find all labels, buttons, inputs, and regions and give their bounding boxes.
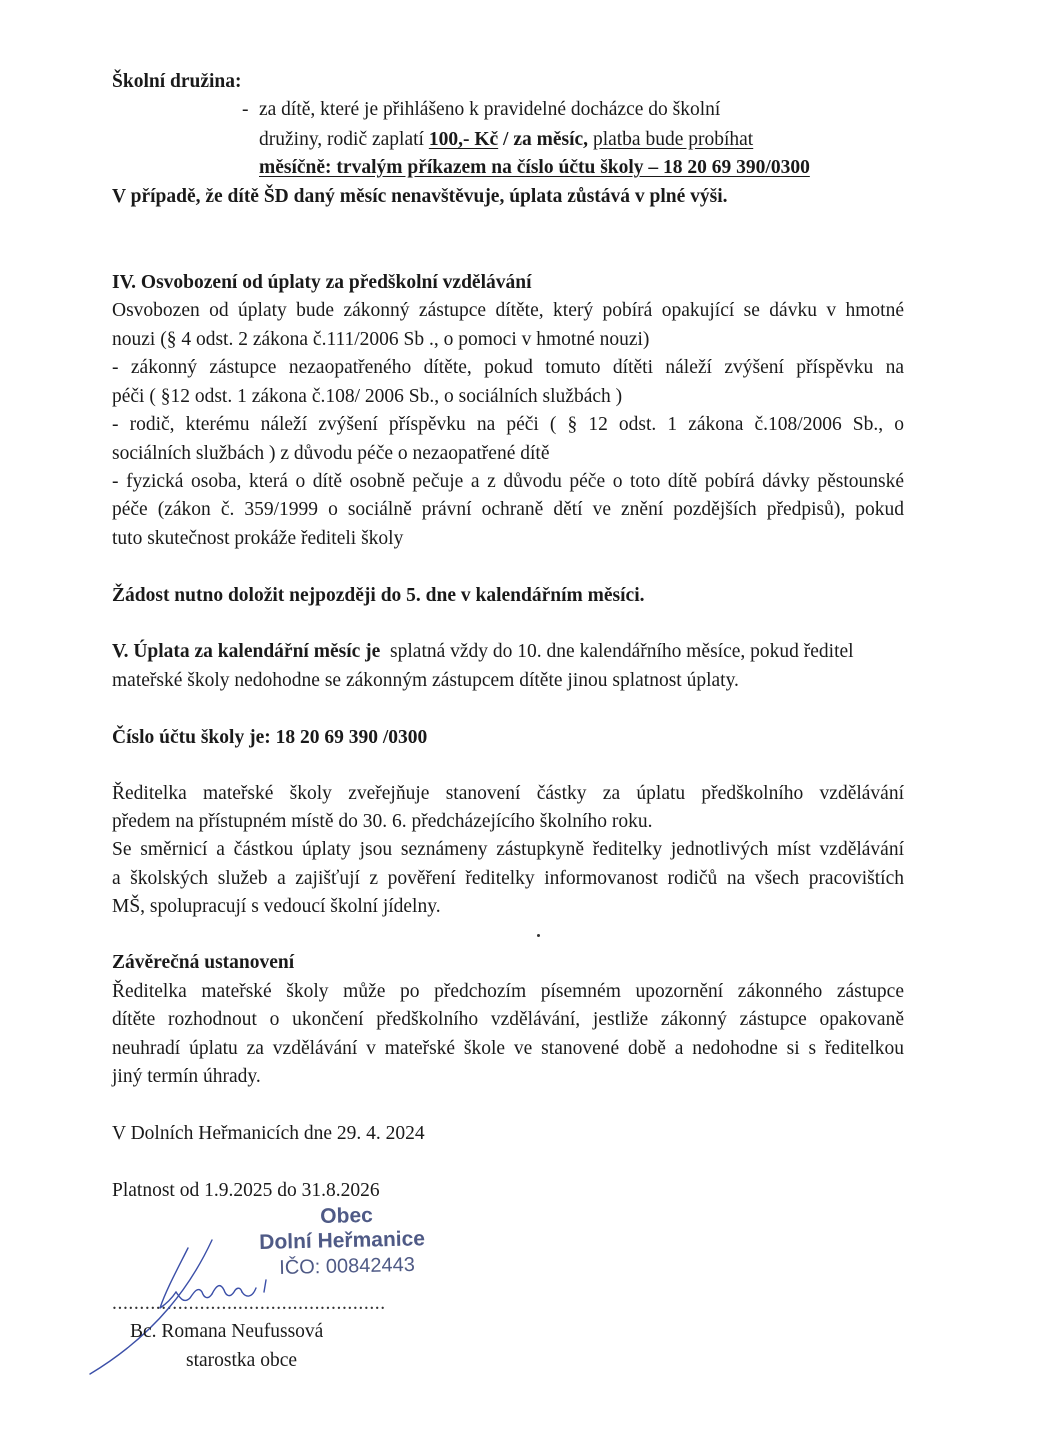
stamp-village-name: Dolní Heřmanice <box>259 1227 426 1254</box>
fee-amount: 100,- Kč <box>428 129 499 150</box>
stamp-company-id: IČO: 00842443 <box>279 1253 416 1279</box>
final-provisions-line: Ředitelka mateřské školy může po předchozím písemném upozornění zákonného zástupce <box>112 981 904 1002</box>
validity-period: Platnost od 1.9.2025 do 31.8.2026 <box>112 1180 380 1201</box>
section-4-line: sociálních službách ) z důvodu péče o nezaopatřené dítě <box>112 443 550 464</box>
place-and-date: V Dolních Heřmanicích dne 29. 4. 2024 <box>112 1123 425 1144</box>
section-4-line: nouzi (§ 4 odst. 2 zákona č.111/2006 Sb ., o pomoci v hmotné nouzi) <box>112 329 650 350</box>
school-club-account-line: měsíčně: trvalým příkazem na číslo účtu školy – 18 20 69 390/0300 <box>259 157 810 178</box>
section-5-line-2: mateřské školy nedohodne se zákonným zástupcem dítěte jinou splatnost úplaty. <box>112 670 739 691</box>
account-number: Číslo účtu školy je: 18 20 69 390 /0300 <box>112 727 428 748</box>
publication-line: Se směrnicí a částkou úplaty jsou seznámeny zástupkyně ředitelky jednotlivých míst vzdělávání <box>112 839 904 860</box>
school-club-absence-note: V případě, že dítě ŠD daný měsíc nenavštěvuje, úplata zůstává v plné výši. <box>112 186 728 207</box>
final-provisions-heading: Závěrečná ustanovení <box>112 952 295 973</box>
signatory-role: starostka obce <box>186 1350 298 1371</box>
publication-line: a školských služeb a zajišťují z pověření ředitelky informovanost rodičů na všech pracovištích <box>112 868 904 889</box>
section-4-line: tuto skutečnost prokáže řediteli školy <box>112 528 404 549</box>
section-4-heading: IV. Osvobození od úplaty za předškolní vzdělávání <box>112 272 532 293</box>
list-dash: - <box>242 99 249 120</box>
signatory-name: Bc. Romana Neufussová <box>130 1321 324 1342</box>
section-4-line: - rodič, kterému náleží zvýšení příspěvku na péči ( § 12 odst. 1 zákona č.108/2006 Sb., o <box>112 414 904 435</box>
final-provisions-line: neuhradí úplatu za vzdělávání v mateřské škole ve stanovené době a nedohodne si s ředitelkou <box>112 1038 904 1059</box>
fee-text: družiny, rodič zaplatí <box>259 129 429 150</box>
school-club-heading: Školní družina: <box>112 71 242 92</box>
fee-period: / za měsíc, <box>498 129 593 150</box>
section-4-line: péči ( §12 odst. 1 zákona č.108/ 2006 Sb., o sociálních službách ) <box>112 386 623 407</box>
request-deadline: Žádost nutno doložit nejpozději do 5. dne v kalendářním měsíci. <box>112 585 645 606</box>
section-4-line: péče (zákon č. 359/1999 o sociálně právní ochraně dětí ve znění pozdějších předpisů), pokud <box>112 499 904 520</box>
section-4-line: Osvobozen od úplaty bude zákonný zástupce dítěte, který pobírá opakující se dávku v hmotné <box>112 300 904 321</box>
payment-note: platba bude probíhat <box>592 129 754 150</box>
school-club-line-2 <box>259 125 753 154</box>
final-provisions-line: dítěte rozhodnout o ukončení předškolního vzdělávání, jestliže zákonný zástupce opakovaně <box>112 1009 904 1030</box>
publication-line: MŠ, spolupracují s vedoucí školní jídelny. <box>112 896 441 917</box>
section-5-line-1 <box>112 637 854 666</box>
publication-line: předem na přístupném místě do 30. 6. předcházejícího školního roku. <box>112 811 653 832</box>
school-club-line-1: za dítě, které je přihlášeno k pravidelné docházce do školní <box>259 99 721 120</box>
section-4-line: - fyzická osoba, která o dítě osobně pečuje a z důvodu péče o toto dítě pobírá dávky pěstounské <box>112 471 904 492</box>
section-5-heading: V. Úplata za kalendářní měsíc je <box>112 641 381 662</box>
final-provisions-line: jiný termín úhrady. <box>112 1066 261 1087</box>
signature-dotted-line: .................................................. <box>112 1293 386 1314</box>
stray-dot <box>537 934 540 937</box>
stamp-municipality: Obec <box>320 1203 374 1228</box>
section-5-text: splatná vždy do 10. dne kalendářního měsíce, pokud ředitel <box>390 641 854 662</box>
publication-line: Ředitelka mateřské školy zveřejňuje stanovení částky za úplatu předškolního vzdělávání <box>112 783 904 804</box>
section-4-line: - zákonný zástupce nezaopatřeného dítěte, pokud tomuto dítěti náleží zvýšení příspěvku na <box>112 357 904 378</box>
